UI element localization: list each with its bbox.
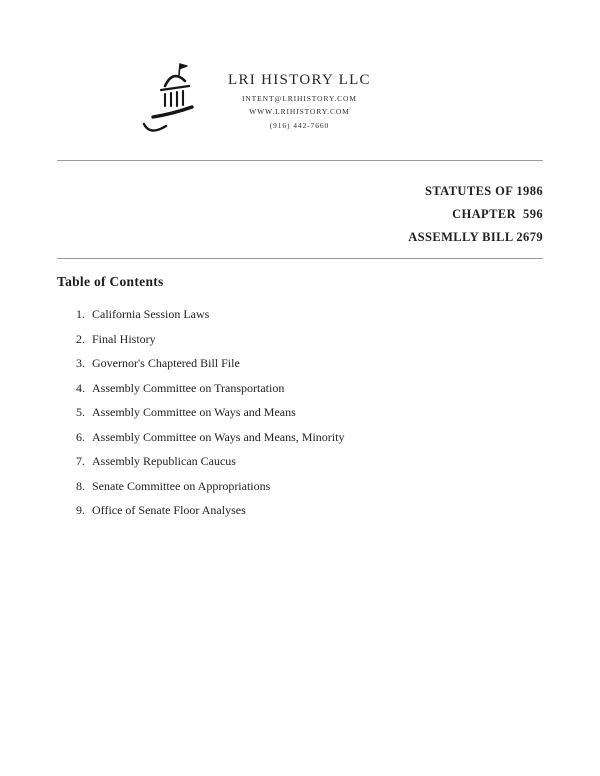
company-phone: (916) 442-7660 [269,120,330,130]
statutes-line: STATUTES OF 1986 [425,184,543,198]
bill-reference-block [408,180,543,249]
chapter-line: CHAPTER 596 [452,207,543,221]
divider-bottom [57,258,543,259]
toc-item: 4. Assembly Committee on Transportation [88,376,527,401]
toc-item: 9. Office of Senate Floor Analyses [88,498,527,523]
bill-line: ASSEMLLY BILL 2679 [408,230,543,244]
toc-item: 6. Assembly Committee on Ways and Means, Minority [88,425,527,450]
company-email: INTENT@LRIHISTORY.COM [241,93,357,103]
toc-item: 2. Final History [88,327,527,352]
company-website: WWW.LRIHISTORY.COM [249,107,350,116]
toc-item: 5. Assembly Committee on Ways and Means [88,400,527,425]
company-name: LRI HISTORY LLC [228,72,371,88]
company-block [228,60,371,130]
toc-item: 1. California Session Laws [88,302,527,327]
divider-top [57,160,543,161]
toc-item: 8. Senate Committee on Appropriations [88,474,527,499]
letterhead [138,60,371,140]
toc-item: 3. Governor's Chaptered Bill File [88,351,527,376]
toc-list [57,302,527,523]
capitol-logo-icon [138,60,208,140]
toc-item: 7. Assembly Republican Caucus [88,449,527,474]
toc-heading: Table of Contents [57,274,164,289]
